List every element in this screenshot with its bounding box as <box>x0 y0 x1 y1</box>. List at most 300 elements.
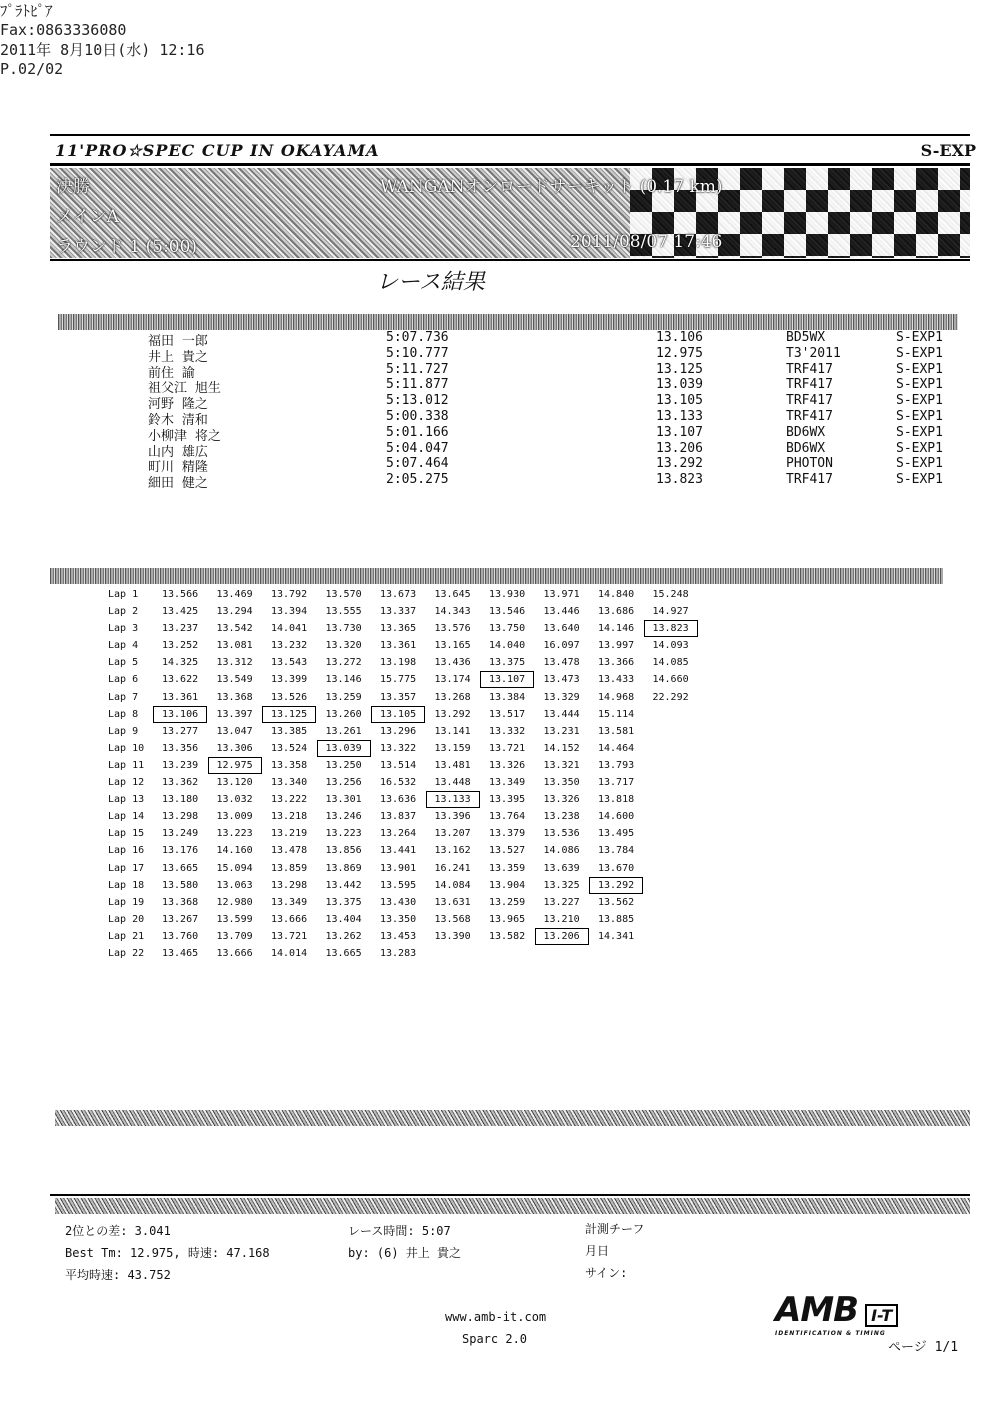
lap-time: 14.152 <box>543 742 580 754</box>
lap-time: 13.930 <box>489 589 526 600</box>
lap-time: 14.840 <box>598 589 635 600</box>
result-best: 13.107 <box>656 424 703 440</box>
result-car: PHOTON <box>786 456 833 472</box>
lap-label: Lap 5 <box>108 657 139 669</box>
lap-time: 14.927 <box>652 606 689 618</box>
lap-time: 13.107 <box>483 674 531 685</box>
lap-time: 14.041 <box>271 623 308 635</box>
result-cls: S-EXP1 <box>896 377 943 393</box>
lap-time: 13.793 <box>598 759 635 771</box>
lap-label: Lap 6 <box>108 674 139 686</box>
lap-time: 13.326 <box>489 759 526 771</box>
lap-time: 13.262 <box>325 930 362 942</box>
timing-chief: 計測チーフ <box>585 1222 645 1236</box>
lap-time: 13.325 <box>543 879 580 891</box>
lap-time: 13.198 <box>380 657 417 669</box>
lap-time: 13.784 <box>598 845 635 857</box>
lap-time: 13.717 <box>598 777 635 789</box>
fax-page: P.02/02 <box>0 60 64 78</box>
lap-time: 13.546 <box>489 606 526 618</box>
result-cls: S-EXP1 <box>896 408 943 424</box>
lap-time: 13.277 <box>162 725 199 737</box>
lap-time: 13.222 <box>271 794 308 806</box>
result-car: BD6WX <box>786 424 826 440</box>
lap-time: 13.366 <box>598 657 635 669</box>
fax-sender: ﾌﾟﾗﾄﾋﾟｱ <box>0 2 53 20</box>
lap-time: 13.210 <box>543 913 580 925</box>
lap-time: 16.532 <box>380 777 417 789</box>
lap-time: 13.904 <box>489 879 526 891</box>
result-total: 5:13.012 <box>386 393 449 409</box>
lap-time: 13.162 <box>434 845 471 857</box>
result-cls: S-EXP1 <box>896 330 943 345</box>
lap-time: 13.361 <box>380 640 417 652</box>
lap-time: 13.823 <box>647 623 695 634</box>
lap-time: 14.085 <box>652 657 689 669</box>
amb-logo-it: I-T <box>865 1304 898 1327</box>
lap-time: 14.084 <box>434 879 471 891</box>
lap-time: 13.640 <box>543 623 580 635</box>
lap-time: 13.971 <box>543 589 580 600</box>
notes-bar <box>55 1110 970 1126</box>
lap-time: 13.358 <box>271 759 308 771</box>
lap-time: 13.666 <box>216 947 253 959</box>
lap-time: 13.856 <box>325 845 362 857</box>
lap-time: 13.436 <box>434 657 471 669</box>
lap-time: 13.141 <box>434 725 471 737</box>
result-best: 13.133 <box>656 408 703 424</box>
result-best: 13.125 <box>656 361 703 377</box>
lap-time: 13.120 <box>216 777 253 789</box>
lap-time: 13.349 <box>271 896 308 908</box>
lap-time: 14.464 <box>598 742 635 754</box>
result-name: 細田 健之 <box>148 476 208 492</box>
result-car: T3'2011 <box>786 345 841 361</box>
lap-time: 13.622 <box>162 674 199 686</box>
result-cls: S-EXP1 <box>896 440 943 456</box>
lap-time: 14.086 <box>543 845 580 857</box>
result-total: 5:07.736 <box>386 330 449 345</box>
lap-time: 16.241 <box>434 862 471 874</box>
result-best: 13.292 <box>656 456 703 472</box>
lap-time: 13.580 <box>162 879 199 891</box>
result-cls: S-EXP1 <box>896 472 943 488</box>
lap-time: 13.536 <box>543 828 580 840</box>
lap-time: 13.721 <box>271 930 308 942</box>
lap-time: 13.665 <box>325 947 362 959</box>
lap-label: Lap 18 <box>108 879 145 891</box>
lap-time: 13.481 <box>434 759 471 771</box>
result-cls: S-EXP1 <box>896 456 943 472</box>
lap-time: 13.356 <box>162 742 199 754</box>
lap-time: 13.105 <box>374 709 422 720</box>
lap-time: 13.997 <box>598 640 635 652</box>
lap-time: 13.495 <box>598 828 635 840</box>
lap-time: 13.581 <box>598 725 635 737</box>
lap-time: 13.760 <box>162 930 199 942</box>
lap-time: 13.478 <box>271 845 308 857</box>
lap-time: 13.549 <box>216 674 253 686</box>
lap-time: 13.446 <box>543 606 580 618</box>
lap-time: 13.709 <box>216 930 253 942</box>
lap-time: 15.094 <box>216 862 253 874</box>
result-name: 福田 一郎 <box>148 334 208 349</box>
gap-to-second: 2位との差: 3.041 <box>65 1224 171 1238</box>
lap-time: 13.543 <box>271 657 308 669</box>
lap-label: Lap 10 <box>108 742 145 754</box>
lap-time: 13.237 <box>162 623 199 635</box>
lap-time: 13.379 <box>489 828 526 840</box>
lap-label: Lap 12 <box>108 777 145 789</box>
lap-label: Lap 22 <box>108 947 145 959</box>
lap-time: 13.326 <box>543 794 580 806</box>
lap-time: 13.306 <box>216 742 253 754</box>
lap-time: 13.764 <box>489 811 526 823</box>
lap-label: Lap 8 <box>108 708 139 720</box>
lap-time: 13.159 <box>434 742 471 754</box>
lap-time: 13.125 <box>265 709 313 720</box>
title-rule <box>50 163 970 166</box>
lap-time: 14.325 <box>162 657 199 669</box>
lap-time: 13.396 <box>434 811 471 823</box>
lap-time: 13.666 <box>271 913 308 925</box>
event-title: 11'PRO☆SPEC CUP IN OKAYAMA <box>55 141 380 160</box>
lap-time: 13.368 <box>162 896 199 908</box>
lap-time: 13.259 <box>489 896 526 908</box>
lap-time: 13.232 <box>271 640 308 652</box>
lap-time: 13.555 <box>325 606 362 618</box>
lap-time: 13.207 <box>434 828 471 840</box>
lap-time: 13.869 <box>325 862 362 874</box>
lap-label: Lap 20 <box>108 913 145 925</box>
lap-time: 13.433 <box>598 674 635 686</box>
lap-time: 13.792 <box>271 589 308 600</box>
result-total: 5:11.877 <box>386 377 449 393</box>
lap-label: Lap 7 <box>108 691 139 703</box>
results-heading: レース結果 <box>376 270 485 295</box>
signature: サイン: <box>585 1266 628 1280</box>
event-date: 2011/08/07 17:46 <box>570 232 723 252</box>
result-name: 井上 貴之 <box>148 349 208 365</box>
lap-time: 15.114 <box>598 708 635 720</box>
lap-time: 13.473 <box>543 674 580 686</box>
lap-time: 13.570 <box>325 589 362 600</box>
result-best: 13.105 <box>656 393 703 409</box>
lap-time: 13.365 <box>380 623 417 635</box>
result-name: 河野 隆之 <box>148 397 208 413</box>
event-round: ラウンド 1 (5:00) <box>56 237 198 257</box>
result-total: 5:00.338 <box>386 408 449 424</box>
lap-time: 13.206 <box>538 931 586 942</box>
lap-time: 13.397 <box>216 708 253 720</box>
lap-time: 13.223 <box>325 828 362 840</box>
lap-time: 13.322 <box>380 742 417 754</box>
top-rule <box>50 134 970 136</box>
lap-time: 13.252 <box>162 640 199 652</box>
result-best: 12.975 <box>656 345 703 361</box>
lap-time: 13.404 <box>325 913 362 925</box>
lap-time: 13.448 <box>434 777 471 789</box>
lap-time: 13.296 <box>380 725 417 737</box>
result-best: 13.206 <box>656 440 703 456</box>
website-url: www.amb-it.com <box>445 1310 547 1324</box>
lap-time: 13.375 <box>489 657 526 669</box>
lap-time: 14.600 <box>598 811 635 823</box>
lap-time: 14.660 <box>652 674 689 686</box>
lap-label: Lap 16 <box>108 845 145 857</box>
fax-number: Fax:0863336080 <box>0 21 127 39</box>
lap-time: 13.219 <box>271 828 308 840</box>
lap-time: 13.081 <box>216 640 253 652</box>
result-total: 5:10.777 <box>386 345 449 361</box>
event-class: S-EXP <box>920 141 976 160</box>
lap-time: 13.350 <box>543 777 580 789</box>
result-total: 5:07.464 <box>386 456 449 472</box>
result-name: 祖父江 旭生 <box>148 381 221 397</box>
result-cls: S-EXP1 <box>896 424 943 440</box>
lap-time: 22.292 <box>652 691 689 703</box>
lap-time: 13.268 <box>434 691 471 703</box>
lap-time: 13.514 <box>380 759 417 771</box>
result-total: 5:11.727 <box>386 361 449 377</box>
lap-time: 13.395 <box>489 794 526 806</box>
lap-time: 13.576 <box>434 623 471 635</box>
lap-time: 13.359 <box>489 862 526 874</box>
lap-time: 13.750 <box>489 623 526 635</box>
lap-time: 13.430 <box>380 896 417 908</box>
lap-time: 13.321 <box>543 759 580 771</box>
result-name: 鈴木 清和 <box>148 412 208 428</box>
page-number: ページ 1/1 <box>888 1340 959 1355</box>
lap-time: 13.246 <box>325 811 362 823</box>
lap-time: 14.040 <box>489 640 526 652</box>
lap-time: 13.231 <box>543 725 580 737</box>
lap-time: 13.469 <box>216 589 253 600</box>
best-by: by: (6) 井上 貴之 <box>348 1246 462 1260</box>
result-best: 13.106 <box>656 330 703 345</box>
lap-label: Lap 9 <box>108 725 139 737</box>
lap-time: 13.636 <box>380 794 417 806</box>
footer-rule <box>50 1194 970 1196</box>
lap-time: 13.686 <box>598 606 635 618</box>
lap-time: 13.562 <box>598 896 635 908</box>
lap-time: 15.775 <box>380 674 417 686</box>
lap-label: Lap 19 <box>108 896 145 908</box>
lap-time: 13.106 <box>156 709 204 720</box>
lap-time: 13.249 <box>162 828 199 840</box>
event-stage: 決勝 <box>56 177 90 197</box>
lap-time: 13.298 <box>271 879 308 891</box>
lap-time: 14.341 <box>598 930 635 942</box>
lap-time: 13.595 <box>380 879 417 891</box>
result-name: 前住 諭 <box>148 365 195 381</box>
average-speed: 平均時速: 43.752 <box>65 1268 171 1282</box>
lap-label: Lap 11 <box>108 759 145 771</box>
lap-time: 13.260 <box>325 708 362 720</box>
lap-time: 13.320 <box>325 640 362 652</box>
race-time: レース時間: 5:07 <box>348 1224 451 1238</box>
lap-time: 13.665 <box>162 862 199 874</box>
lap-label: Lap 13 <box>108 794 145 806</box>
lap-time: 13.238 <box>543 811 580 823</box>
lap-time: 13.223 <box>216 828 253 840</box>
lap-time: 12.980 <box>216 896 253 908</box>
lap-time: 13.218 <box>271 811 308 823</box>
lap-time: 13.039 <box>320 743 368 754</box>
lap-time: 13.009 <box>216 811 253 823</box>
lap-time: 13.146 <box>325 674 362 686</box>
best-time: Best Tm: 12.975, 時速: 47.168 <box>65 1246 270 1260</box>
band-rule <box>50 259 970 261</box>
lap-time: 13.425 <box>162 606 199 618</box>
lap-time: 14.160 <box>216 845 253 857</box>
lap-time: 13.250 <box>325 759 362 771</box>
lap-time: 13.239 <box>162 759 199 771</box>
lap-time: 13.133 <box>429 794 477 805</box>
lap-time: 13.453 <box>380 930 417 942</box>
lap-label: Lap 2 <box>108 606 139 618</box>
amb-logo-text: AMB <box>775 1290 859 1330</box>
lap-time: 13.063 <box>216 879 253 891</box>
software-version: Sparc 2.0 <box>462 1332 528 1346</box>
result-car: TRF417 <box>786 393 833 409</box>
lap-time: 13.465 <box>162 947 199 959</box>
lap-time: 13.670 <box>598 862 635 874</box>
lap-time: 13.526 <box>271 691 308 703</box>
footer-bar <box>55 1198 970 1214</box>
lap-time: 13.639 <box>543 862 580 874</box>
lap-label: Lap 4 <box>108 640 139 652</box>
result-cls: S-EXP1 <box>896 393 943 409</box>
lap-time: 13.256 <box>325 777 362 789</box>
lap-time: 13.264 <box>380 828 417 840</box>
result-cls: S-EXP1 <box>896 345 943 361</box>
lap-time: 13.180 <box>162 794 199 806</box>
lap-time: 13.384 <box>489 691 526 703</box>
lap-time: 13.517 <box>489 708 526 720</box>
result-car: TRF417 <box>786 377 833 393</box>
lap-time: 14.968 <box>598 691 635 703</box>
lap-time: 13.362 <box>162 777 199 789</box>
lap-time: 13.527 <box>489 845 526 857</box>
lap-time: 13.901 <box>380 862 417 874</box>
result-cls: S-EXP1 <box>896 361 943 377</box>
lap-time: 13.361 <box>162 691 199 703</box>
lap-time: 13.227 <box>543 896 580 908</box>
result-car: TRF417 <box>786 361 833 377</box>
lap-label: Lap 14 <box>108 811 145 823</box>
lap-time: 13.721 <box>489 742 526 754</box>
lap-time: 13.261 <box>325 725 362 737</box>
lap-time: 13.301 <box>325 794 362 806</box>
lap-time: 13.837 <box>380 811 417 823</box>
lap-label: Lap 17 <box>108 862 145 874</box>
lap-time: 13.442 <box>325 879 362 891</box>
lap-time: 13.047 <box>216 725 253 737</box>
lap-time: 13.965 <box>489 913 526 925</box>
lap-label: Lap 21 <box>108 930 145 942</box>
lap-time: 13.673 <box>380 589 417 600</box>
result-car: BD6WX <box>786 440 826 456</box>
lap-time: 13.524 <box>271 742 308 754</box>
laps-header-bar <box>50 568 943 584</box>
lap-time: 13.283 <box>380 947 417 959</box>
lap-time: 16.097 <box>543 640 580 652</box>
lap-time: 13.357 <box>380 691 417 703</box>
result-total: 2:05.275 <box>386 472 449 488</box>
lap-label: Lap 1 <box>108 589 139 600</box>
lap-time: 13.399 <box>271 674 308 686</box>
lap-time: 15.248 <box>652 589 689 600</box>
lap-time: 13.259 <box>325 691 362 703</box>
lap-time: 13.631 <box>434 896 471 908</box>
sign-date: 月日 <box>585 1244 610 1258</box>
lap-time: 13.176 <box>162 845 199 857</box>
lap-time: 13.818 <box>598 794 635 806</box>
lap-time: 13.272 <box>325 657 362 669</box>
lap-time: 14.014 <box>271 947 308 959</box>
lap-label: Lap 3 <box>108 623 139 635</box>
lap-time: 13.568 <box>434 913 471 925</box>
lap-time: 13.312 <box>216 657 253 669</box>
lap-time: 13.368 <box>216 691 253 703</box>
lap-time: 13.645 <box>434 589 471 600</box>
amb-logo <box>775 1290 898 1337</box>
result-best: 13.039 <box>656 377 703 393</box>
lap-time: 13.566 <box>162 589 199 600</box>
lap-time: 13.329 <box>543 691 580 703</box>
lap-time: 13.441 <box>380 845 417 857</box>
amb-logo-tagline: IDENTIFICATION & TIMING <box>775 1330 886 1337</box>
lap-time: 13.294 <box>216 606 253 618</box>
event-band <box>50 168 970 258</box>
result-total: 5:01.166 <box>386 424 449 440</box>
lap-time: 13.332 <box>489 725 526 737</box>
fax-datetime: 2011年 8月10日(水) 12:16 <box>0 41 205 59</box>
lap-time: 13.337 <box>380 606 417 618</box>
lap-time: 14.146 <box>598 623 635 635</box>
result-best: 13.823 <box>656 472 703 488</box>
lap-time: 13.340 <box>271 777 308 789</box>
result-name: 小柳津 将之 <box>148 428 221 444</box>
lap-time: 13.292 <box>434 708 471 720</box>
result-name: 山内 雄広 <box>148 444 208 460</box>
lap-time: 13.298 <box>162 811 199 823</box>
lap-time: 13.349 <box>489 777 526 789</box>
result-name: 町川 精隆 <box>148 460 208 476</box>
lap-time: 14.343 <box>434 606 471 618</box>
result-car: BD5WX <box>786 330 826 345</box>
results-header-bar <box>58 314 958 330</box>
lap-time: 13.885 <box>598 913 635 925</box>
lap-time: 13.394 <box>271 606 308 618</box>
lap-time: 13.582 <box>489 930 526 942</box>
lap-time: 13.032 <box>216 794 253 806</box>
event-circuit: WANGANオンロードサーキット (0.17 km) <box>380 177 723 197</box>
lap-time: 13.165 <box>434 640 471 652</box>
lap-time: 13.390 <box>434 930 471 942</box>
lap-time: 13.542 <box>216 623 253 635</box>
result-car: TRF417 <box>786 472 833 488</box>
lap-time: 14.093 <box>652 640 689 652</box>
result-car: TRF417 <box>786 408 833 424</box>
lap-time: 13.267 <box>162 913 199 925</box>
lap-time: 13.174 <box>434 674 471 686</box>
lap-time: 13.385 <box>271 725 308 737</box>
lap-time: 13.730 <box>325 623 362 635</box>
event-heat: メインA <box>56 207 119 227</box>
lap-time: 13.292 <box>592 880 640 891</box>
